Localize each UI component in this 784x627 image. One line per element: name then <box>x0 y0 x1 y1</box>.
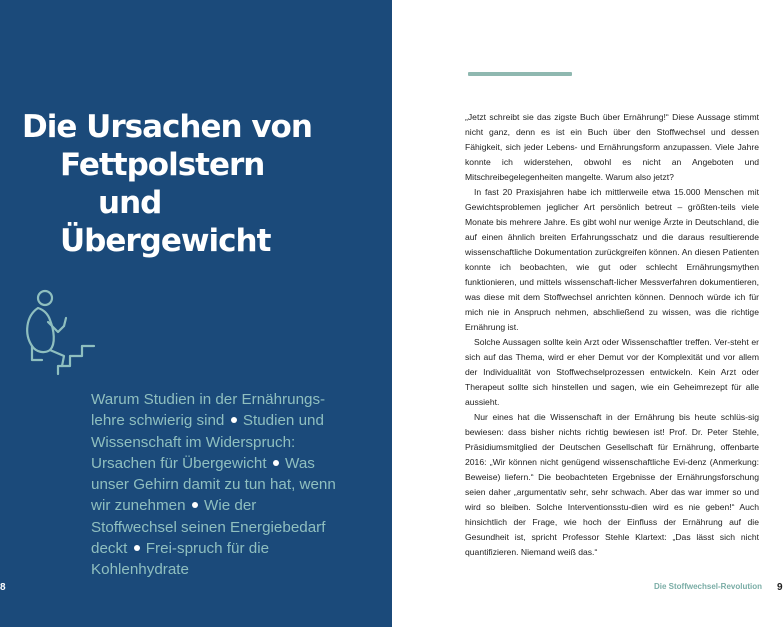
paragraph: In fast 20 Praxisjahren habe ich mittlerweile etwa 15.000 Menschen mit Gewichtsproblemen jeglicher Art persönlich betreut – größten-teils viele Monate bis mehrere Jahre. Es gibt wohl nur wenige Ärzte in Deutschland, die auf einen ähnlich breiten Erfahrungsschatz und die daraus resultierende wissenschaftliche Dokumentation zurückgreifen können. An diesen Patienten konnte ich beobachten, wie gut oder schlecht Ernährungsmythen funktionieren, und mittels wissenschaft-licher Messverfahren dokumentieren, was diese mit dem Stoffwechsel anrichten können. Dennoch würde ich für mich nie in Anspruch nehmen, abschließend zu wissen, was die richtige Ernährung ist. <box>465 187 759 332</box>
toc-item: Frei-spruch für die Kohlenhydrate <box>91 540 270 579</box>
page-number-left: 8 <box>0 582 6 593</box>
bullet-icon <box>192 502 198 508</box>
bullet-icon <box>134 545 140 551</box>
accent-bar <box>468 72 572 76</box>
paragraph: Nur eines hat die Wissenschaft in der Ernährung bis heute schlüs-sig bewiesen: dass bisher nichts richtig bewiesen ist! Prof. Dr. Peter Stehle, Präsidiumsmitglied der Deutschen Gesellschaft für Ernährung, offenbarte 2016: „Wir können nicht genügend wissenschaftliche Evi-denz (Anmerkung: Beweise) liefern.“ Die beobachteten Ergebnisse der Ernährungsforschung seien daher „argumentativ sehr, sehr schwach. Aber das war immer so und wird so bleiben. Solche Interventionsstu-dien wird es nie geben!“ Auch hinsichtlich der Frage, wie hoch der Einfluss der Ernährung auf die Gesundheit ist, spricht Professor Stehle Klartext: „Das lässt sich nicht quantifizieren. Niemand weiß das.“ <box>465 412 759 557</box>
paragraph: Solche Aussagen sollte kein Arzt oder Wissenschaftler treffen. Ver-steht er sich auf das Thema, wird er eher Demut vor der Komplexität und vor allem der Individualität von Stoffwechselprozessen entwickeln. Kein Arzt oder Therapeut sollte sich hinstellen und sagen, wie ein Geheimrezept für alle aussieht. <box>465 337 759 407</box>
toc-item: Warum Studien in der Ernährungs-lehre schwierig sind <box>91 391 326 430</box>
chapter-title-line: Übergewicht <box>60 223 271 259</box>
chapter-title-line: und <box>98 185 162 221</box>
chapter-contents <box>91 389 341 581</box>
toc-item: Was unser Gehirn damit zu tun hat, wenn wir zunehmen <box>91 454 336 515</box>
toc-item: Wie der Stoffwechsel seinen Energiebedarf deckt <box>91 497 326 558</box>
bullet-icon <box>231 417 237 423</box>
page-number-right: 9 <box>777 582 783 593</box>
toc-item: Studien und Wissenschaft im Widerspruch: Ursachen für Übergewicht <box>91 412 324 472</box>
chapter-title-line: Fettpolstern <box>60 147 265 183</box>
body-text <box>465 110 759 560</box>
right-page <box>392 0 784 627</box>
running-footer-title: Die Stoffwechsel-Revolution <box>654 582 763 591</box>
chapter-title <box>0 108 320 260</box>
chapter-title-line: Die Ursachen von <box>22 109 312 145</box>
person-climbing-stairs-icon <box>18 286 100 378</box>
paragraph: „Jetzt schreibt sie das zigste Buch über Ernährung!“ Diese Aussage stimmt nicht ganz, denn es ist ein Buch über den Stoffwechsel und dessen Fähigkeit, sich jeder Lebens- und Ernährungsform anzupassen. Viele Jahre konnte ich widerstehen, obwohl es nicht an Angeboten und Mitschreibegelegenheiten mangelte. Warum also jetzt? <box>465 112 759 182</box>
bullet-icon <box>273 460 279 466</box>
